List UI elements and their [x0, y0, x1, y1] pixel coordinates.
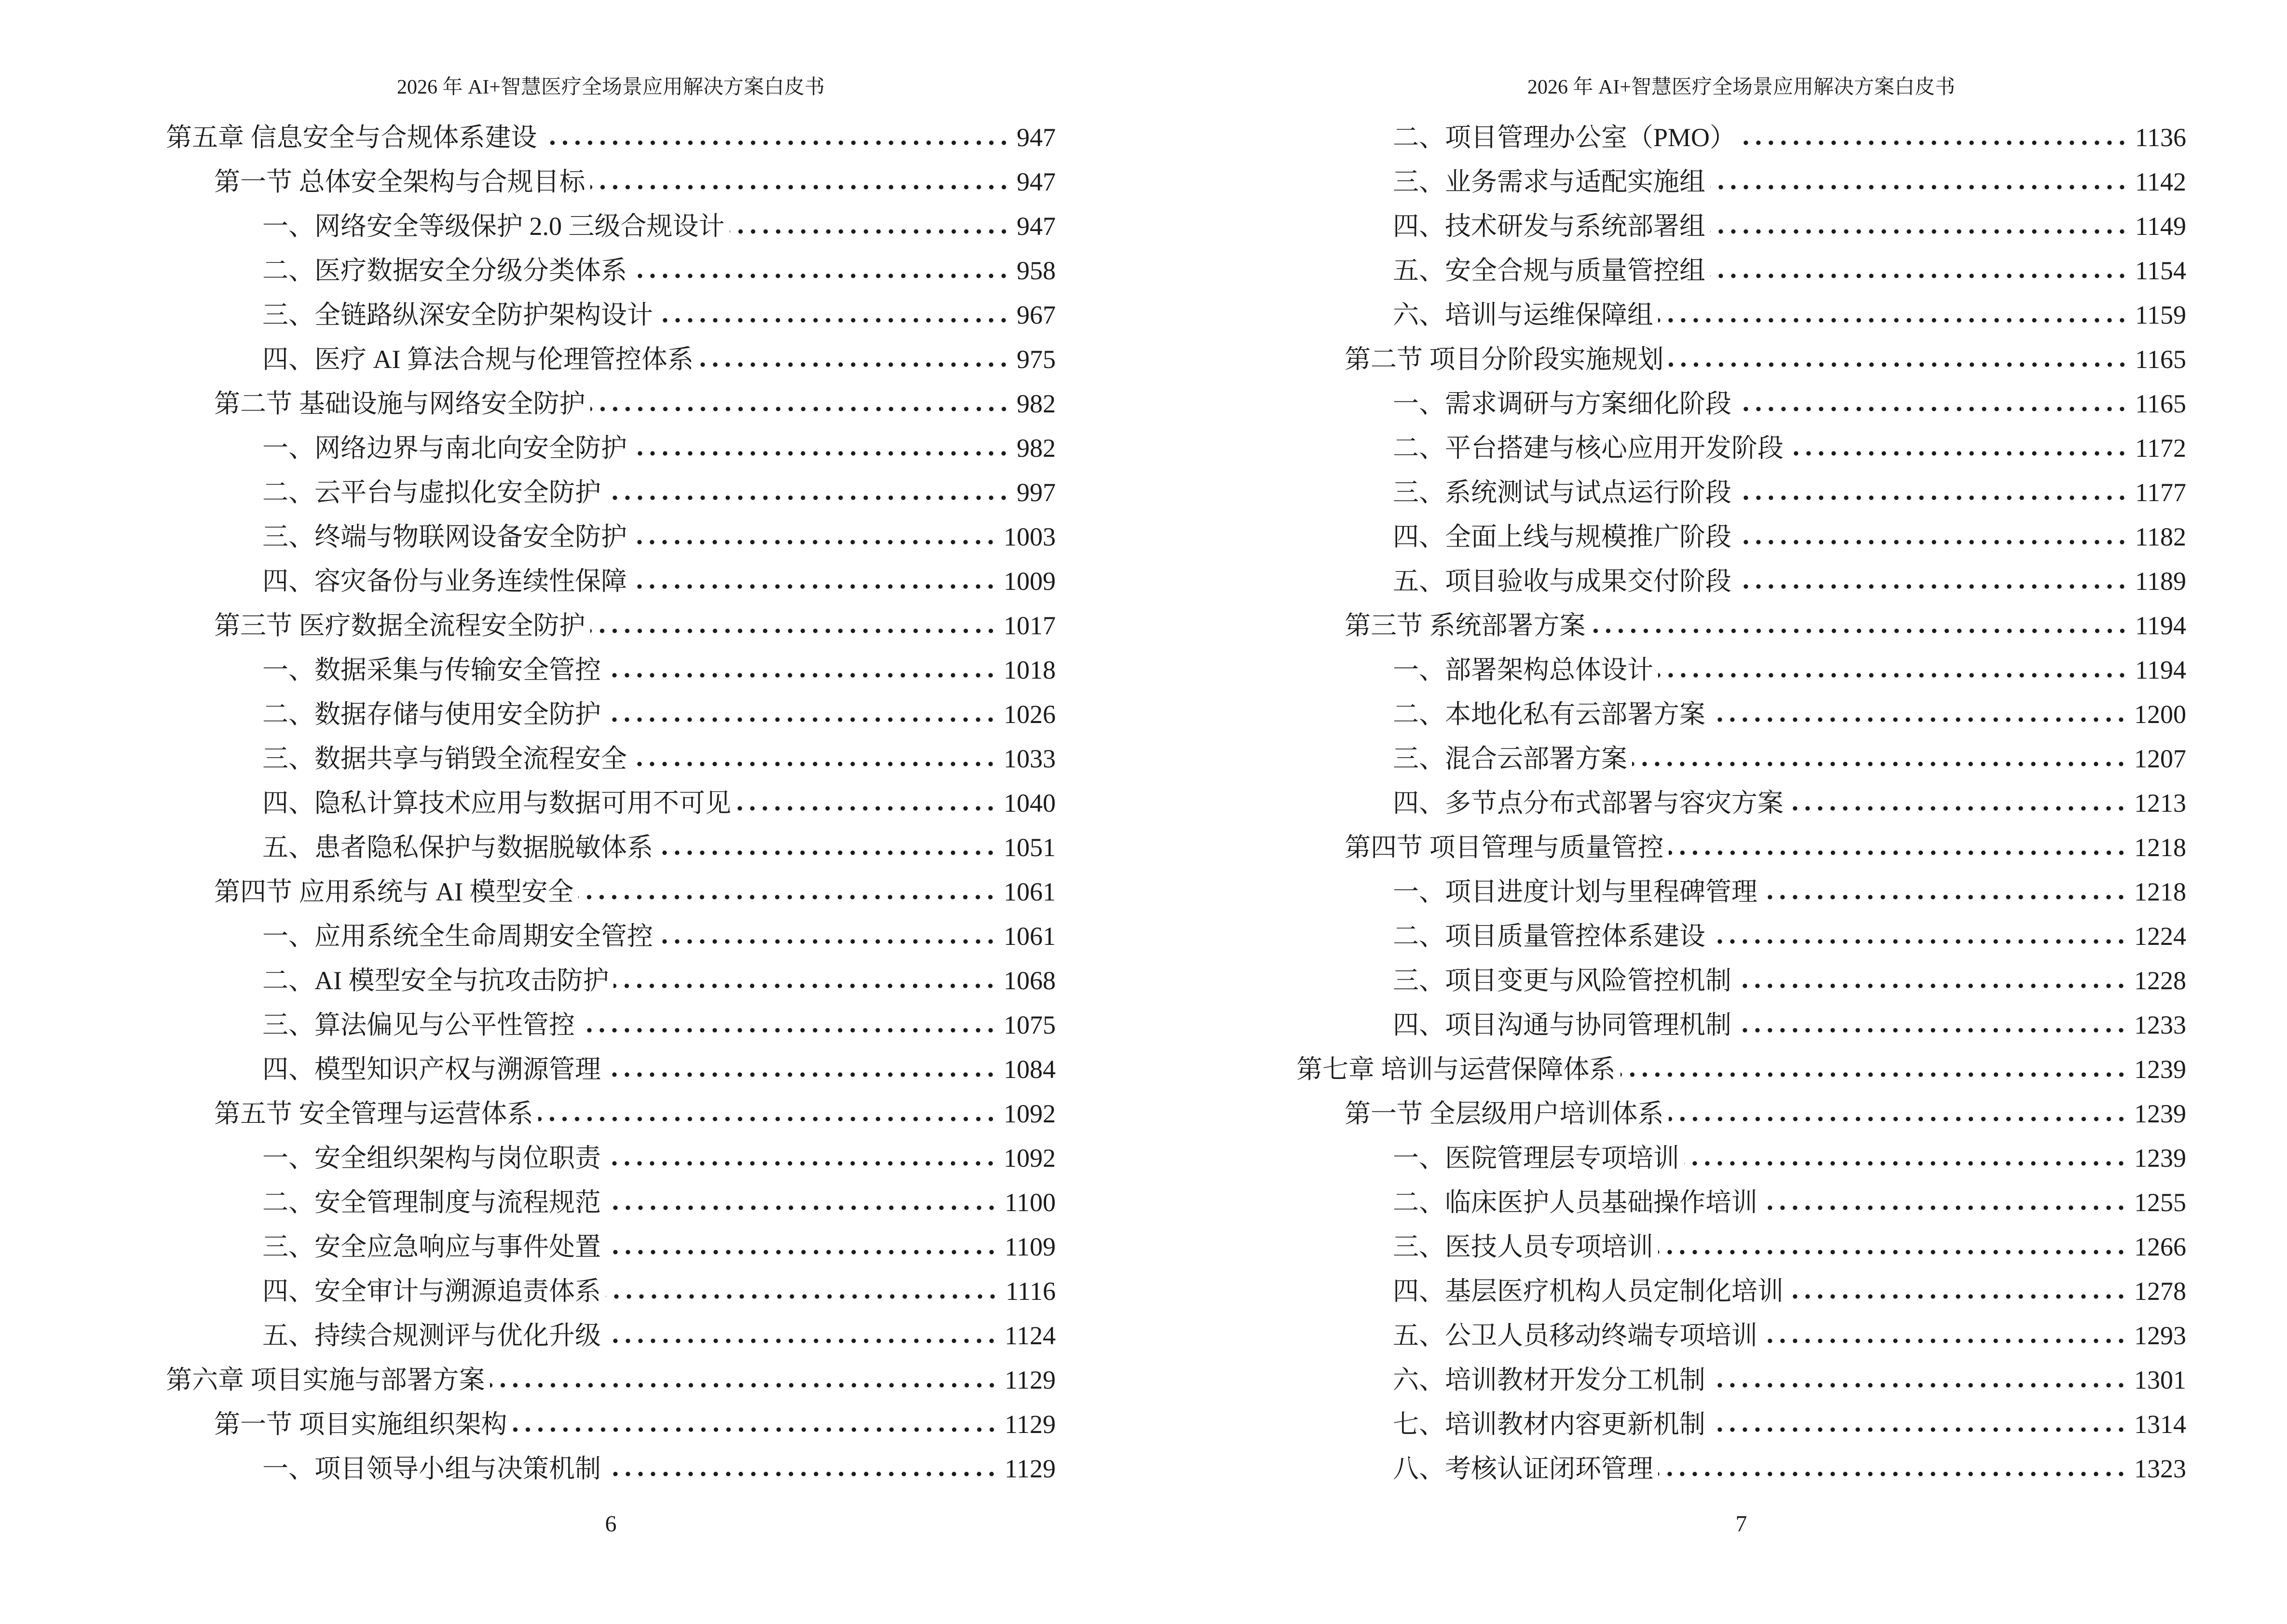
dot-leader — [1710, 1382, 2127, 1388]
toc-entry-pagenum: 1323 — [2134, 1454, 2186, 1483]
toc-entry-pagenum: 1061 — [1004, 922, 1056, 951]
toc-entry-pagenum: 1159 — [2135, 300, 2186, 329]
toc-entry — [166, 424, 1056, 469]
running-header: 2026 年 AI+智慧医疗全场景应用解决方案白皮书 — [1527, 76, 1955, 98]
dot-leader — [1741, 140, 2128, 146]
dot-leader — [1736, 495, 2128, 501]
toc-entry-pagenum: 1293 — [2134, 1321, 2186, 1350]
dot-leader — [606, 1294, 999, 1299]
toc-entry-title: 第三节 医疗数据全流程安全防护 — [214, 611, 585, 640]
toc-entry-title: 五、持续合规测评与优化升级 — [262, 1321, 601, 1350]
toc-entry — [166, 1046, 1056, 1090]
toc-entry-title: 四、全面上线与规模推广阶段 — [1393, 522, 1731, 551]
toc-entry-title: 一、需求调研与方案细化阶段 — [1393, 389, 1731, 418]
toc-entry — [1296, 291, 2186, 336]
dot-leader — [1710, 229, 2128, 234]
toc-entry-title: 二、临床医护人员基础操作培训 — [1393, 1188, 1757, 1217]
toc-entry-pagenum: 1239 — [2134, 1055, 2186, 1084]
toc-entry-title: 一、安全组织架构与岗位职责 — [262, 1144, 601, 1173]
toc-entry-title: 第五章 信息安全与合规体系建设 — [166, 123, 537, 152]
toc-entry-title: 一、应用系统全生命周期安全管控 — [262, 922, 653, 951]
toc-entry-title: 三、混合云部署方案 — [1393, 744, 1627, 773]
toc-entry-pagenum: 958 — [1017, 256, 1056, 285]
toc-entry-title: 八、考核认证闭环管理 — [1393, 1454, 1653, 1483]
dot-leader — [632, 761, 997, 767]
toc-entry — [166, 158, 1056, 203]
dot-leader — [1710, 184, 2128, 190]
toc-entry-title: 四、基层医疗机构人员定制化培训 — [1393, 1277, 1783, 1306]
toc-entry — [166, 291, 1056, 336]
dot-leader — [1788, 450, 2128, 456]
toc-entry-title: 五、患者隐私保护与数据脱敏体系 — [262, 833, 653, 862]
toc-entry — [166, 602, 1056, 646]
toc-entry — [1296, 1356, 2186, 1401]
toc-entry — [1296, 1090, 2186, 1134]
toc-entry-title: 三、医技人员专项培训 — [1393, 1232, 1653, 1261]
toc-entry-pagenum: 1129 — [1005, 1454, 1056, 1483]
dot-leader — [542, 140, 1010, 146]
dot-leader — [1710, 273, 2128, 279]
toc-entry-title: 一、数据采集与传输安全管控 — [262, 655, 601, 684]
toc-entry-pagenum: 975 — [1017, 345, 1056, 374]
toc-entry — [166, 203, 1056, 247]
toc-entry — [1296, 824, 2186, 868]
toc-entry-pagenum: 997 — [1017, 478, 1056, 507]
toc-entry-title: 二、数据存储与使用安全防护 — [262, 700, 601, 729]
toc-entry-pagenum: 1172 — [2135, 434, 2186, 463]
toc-entry-title: 二、云平台与虚拟化安全防护 — [262, 478, 601, 507]
toc-entry-pagenum: 1018 — [1004, 655, 1056, 684]
toc-entry-pagenum: 1009 — [1004, 567, 1056, 596]
dot-leader — [1669, 1116, 2128, 1122]
dot-leader — [1762, 1338, 2127, 1344]
toc-entry — [1296, 957, 2186, 1001]
toc-entry-title: 七、培训教材内容更新机制 — [1393, 1410, 1705, 1439]
toc-entry-pagenum: 1061 — [1004, 877, 1056, 906]
dot-leader — [658, 939, 997, 944]
toc-entry-title: 三、系统测试与试点运行阶段 — [1393, 478, 1731, 507]
toc-entry-title: 三、业务需求与适配实施组 — [1393, 167, 1705, 196]
toc-entry-title: 三、项目变更与风险管控机制 — [1393, 966, 1731, 995]
toc-entry-pagenum: 1255 — [2134, 1188, 2186, 1217]
toc-entry-pagenum: 1207 — [2134, 744, 2186, 773]
toc-entry-pagenum: 947 — [1017, 212, 1056, 241]
toc-entry-title: 三、安全应急响应与事件处置 — [262, 1232, 601, 1261]
toc-entry — [166, 779, 1056, 824]
toc-entry-pagenum: 1239 — [2134, 1144, 2186, 1173]
toc-entry — [166, 646, 1056, 691]
toc-entry-title: 第四节 项目管理与质量管控 — [1345, 833, 1664, 862]
toc-entry — [1296, 602, 2186, 646]
dot-leader — [632, 450, 1010, 456]
dot-leader — [658, 317, 1010, 323]
dot-leader — [632, 273, 1010, 279]
toc-entry-pagenum: 1040 — [1004, 789, 1056, 818]
toc-entry — [166, 558, 1056, 602]
toc-entry-title: 第一节 项目实施组织架构 — [214, 1410, 507, 1439]
toc-entry-pagenum: 947 — [1017, 167, 1056, 196]
dot-leader — [1658, 317, 2128, 323]
dot-leader — [1591, 628, 2129, 634]
toc-entry — [1296, 513, 2186, 558]
toc-entry-pagenum: 1149 — [2135, 212, 2186, 241]
toc-entry-title: 四、容灾备份与业务连续性保障 — [262, 567, 627, 596]
dot-leader — [1788, 805, 2127, 811]
dot-leader — [1736, 983, 2127, 989]
toc-entry-title: 四、技术研发与系统部署组 — [1393, 212, 1705, 241]
toc-entry — [1296, 114, 2186, 158]
toc-entry — [166, 247, 1056, 291]
toc-entry — [1296, 158, 2186, 203]
toc-entry — [1296, 1312, 2186, 1356]
dot-leader — [1658, 1471, 2127, 1477]
toc-entry-title: 第六章 项目实施与部署方案 — [166, 1365, 485, 1394]
toc-entry-pagenum: 1177 — [2135, 478, 2186, 507]
toc-entry — [1296, 1223, 2186, 1268]
dot-leader — [1710, 1427, 2127, 1433]
toc-entry-pagenum: 967 — [1017, 300, 1056, 329]
dot-leader — [1710, 717, 2127, 723]
toc-entry — [166, 1312, 1056, 1356]
toc-entry-pagenum: 1075 — [1004, 1010, 1056, 1039]
dot-leader — [1710, 939, 2127, 944]
dot-leader — [1762, 1205, 2127, 1211]
dot-leader — [606, 1072, 997, 1078]
toc-entry-pagenum: 1109 — [1005, 1232, 1056, 1261]
dot-leader — [613, 983, 997, 989]
toc-entry — [1296, 203, 2186, 247]
dot-leader — [1762, 894, 2127, 900]
toc-entry — [1296, 1445, 2186, 1489]
toc-entry-pagenum: 1314 — [2134, 1410, 2186, 1439]
dot-leader — [538, 1116, 997, 1122]
toc-entry-pagenum: 1033 — [1004, 744, 1056, 773]
toc-entry — [1296, 1179, 2186, 1223]
dot-leader — [490, 1382, 998, 1388]
toc-entry-pagenum: 1218 — [2134, 833, 2186, 862]
toc-entry-pagenum: 1200 — [2134, 700, 2186, 729]
toc-entry-title: 第四节 应用系统与 AI 模型安全 — [214, 877, 574, 906]
toc-entry — [1296, 247, 2186, 291]
toc-entry-title: 第一节 全层级用户培训体系 — [1345, 1099, 1664, 1128]
toc-entry — [1296, 1046, 2186, 1090]
toc-entry-pagenum: 1266 — [2134, 1232, 2186, 1261]
toc-entry-pagenum: 1278 — [2134, 1277, 2186, 1306]
toc-entry — [166, 691, 1056, 735]
toc-entry-pagenum: 1017 — [1004, 611, 1056, 640]
toc-entry — [1296, 735, 2186, 779]
toc-entry-pagenum: 1154 — [2135, 256, 2186, 285]
toc-entry-pagenum: 1194 — [2135, 611, 2186, 640]
dot-leader — [606, 1249, 998, 1255]
toc-entry — [166, 1134, 1056, 1179]
toc-entry — [1296, 779, 2186, 824]
toc-entry — [166, 957, 1056, 1001]
toc-entry-title: 四、安全审计与溯源追责体系 — [262, 1277, 601, 1306]
toc-entry-title: 三、全链路纵深安全防护架构设计 — [262, 300, 653, 329]
toc-entry — [166, 868, 1056, 913]
toc-entry-title: 二、项目管理办公室（PMO） — [1393, 123, 1736, 152]
toc-entry-pagenum: 1213 — [2134, 789, 2186, 818]
toc-entry — [1296, 1001, 2186, 1046]
toc-entry — [1296, 868, 2186, 913]
page-number: 6 — [605, 1511, 617, 1537]
toc-entry-title: 二、本地化私有云部署方案 — [1393, 700, 1705, 729]
toc-entry-pagenum: 1003 — [1004, 522, 1056, 551]
dot-leader — [580, 1027, 997, 1033]
toc-entry-pagenum: 1189 — [2135, 567, 2186, 596]
dot-leader — [1736, 539, 2128, 545]
toc-entry-title: 第五节 安全管理与运营体系 — [214, 1099, 533, 1128]
dot-leader — [606, 717, 997, 723]
toc-entry-pagenum: 1301 — [2134, 1365, 2186, 1394]
toc-entry-title: 三、终端与物联网设备安全防护 — [262, 522, 627, 551]
toc-entry-pagenum: 1100 — [1005, 1188, 1056, 1217]
toc-entry-title: 二、安全管理制度与流程规范 — [262, 1188, 601, 1217]
toc-entry-pagenum: 1165 — [2135, 345, 2186, 374]
dot-leader — [1736, 1027, 2127, 1033]
toc-entry — [166, 1445, 1056, 1489]
toc-entry — [1296, 424, 2186, 469]
toc-entry-title: 一、项目进度计划与里程碑管理 — [1393, 877, 1757, 906]
toc-entry — [1296, 691, 2186, 735]
dot-leader — [632, 584, 997, 589]
toc-entry-pagenum: 1233 — [2134, 1010, 2186, 1039]
dot-leader — [1620, 1072, 2128, 1078]
toc-entry-title: 四、医疗 AI 算法合规与伦理管控体系 — [262, 345, 694, 374]
toc-entry — [166, 380, 1056, 424]
toc-entry-pagenum: 1124 — [1005, 1321, 1056, 1350]
toc-entry-pagenum: 982 — [1017, 389, 1056, 418]
toc-entry-title: 三、数据共享与销毁全流程安全 — [262, 744, 627, 773]
toc-entry — [1296, 646, 2186, 691]
toc-entry-pagenum: 1129 — [1005, 1365, 1056, 1394]
toc-entry-pagenum: 1084 — [1004, 1055, 1056, 1084]
toc-entry — [166, 913, 1056, 957]
toc-entry-title: 第一节 总体安全架构与合规目标 — [214, 167, 585, 196]
toc-entry — [166, 824, 1056, 868]
toc-entry-title: 四、模型知识产权与溯源管理 — [262, 1055, 601, 1084]
dot-leader — [512, 1427, 998, 1433]
toc-entry-title: 一、项目领导小组与决策机制 — [262, 1454, 601, 1483]
toc-entry — [166, 1090, 1056, 1134]
toc-entry-title: 五、公卫人员移动终端专项培训 — [1393, 1321, 1757, 1350]
dot-leader — [1684, 1160, 2127, 1166]
toc-entry — [1296, 913, 2186, 957]
dot-leader — [606, 1338, 998, 1344]
toc-list — [1296, 114, 2186, 1489]
running-header: 2026 年 AI+智慧医疗全场景应用解决方案白皮书 — [396, 76, 825, 98]
toc-entry-pagenum: 1142 — [2135, 167, 2186, 196]
toc-entry-title: 二、项目质量管控体系建设 — [1393, 922, 1705, 951]
toc-entry — [166, 1001, 1056, 1046]
toc-entry-title: 第七章 培训与运营保障体系 — [1296, 1055, 1616, 1084]
toc-entry-title: 第三节 系统部署方案 — [1345, 611, 1586, 640]
dot-leader — [1669, 362, 2129, 368]
toc-entry — [1296, 558, 2186, 602]
toc-entry-pagenum: 1194 — [2135, 655, 2186, 684]
dot-leader — [658, 850, 997, 856]
toc-entry-title: 五、项目验收与成果交付阶段 — [1393, 567, 1731, 596]
dot-leader — [730, 229, 1010, 234]
toc-entry-pagenum: 1182 — [2135, 522, 2186, 551]
toc-entry-pagenum: 947 — [1017, 123, 1056, 152]
toc-entry — [166, 735, 1056, 779]
toc-entry — [166, 1223, 1056, 1268]
toc-entry-pagenum: 1165 — [2135, 389, 2186, 418]
dot-leader — [1632, 761, 2127, 767]
toc-entry-pagenum: 1092 — [1004, 1144, 1056, 1173]
toc-entry-title: 第二节 项目分阶段实施规划 — [1345, 345, 1664, 374]
page-number: 7 — [1735, 1511, 1747, 1537]
toc-entry — [1296, 1134, 2186, 1179]
toc-entry-pagenum: 982 — [1017, 434, 1056, 463]
dot-leader — [606, 672, 997, 678]
toc-entry-title: 四、多节点分布式部署与容灾方案 — [1393, 789, 1783, 818]
dot-leader — [606, 1471, 998, 1477]
toc-entry-pagenum: 1051 — [1004, 833, 1056, 862]
toc-entry-pagenum: 1239 — [2134, 1099, 2186, 1128]
toc-entry-pagenum: 1116 — [1006, 1277, 1056, 1306]
toc-entry — [166, 513, 1056, 558]
toc-entry-title: 一、网络安全等级保护 2.0 三级合规设计 — [262, 212, 725, 241]
dot-leader — [590, 406, 1010, 412]
toc-entry-pagenum: 1026 — [1004, 700, 1056, 729]
toc-entry — [166, 469, 1056, 513]
toc-entry — [166, 1179, 1056, 1223]
toc-entry — [166, 1268, 1056, 1312]
toc-entry — [1296, 1268, 2186, 1312]
dot-leader — [1658, 1249, 2127, 1255]
dot-leader — [1736, 406, 2128, 412]
toc-entry — [1296, 380, 2186, 424]
dot-leader — [606, 1160, 997, 1166]
toc-entry-title: 五、安全合规与质量管控组 — [1393, 256, 1705, 285]
toc-entry — [1296, 336, 2186, 380]
toc-entry-pagenum: 1224 — [2134, 922, 2186, 951]
toc-entry-title: 二、平台搭建与核心应用开发阶段 — [1393, 434, 1783, 463]
toc-entry-title: 三、算法偏见与公平性管控 — [262, 1010, 575, 1039]
dot-leader — [606, 1205, 998, 1211]
toc-entry-title: 一、部署架构总体设计 — [1393, 655, 1653, 684]
toc-entry-title: 一、网络边界与南北向安全防护 — [262, 434, 627, 463]
toc-entry-title: 二、医疗数据安全分级分类体系 — [262, 256, 627, 285]
toc-entry-title: 一、医院管理层专项培训 — [1393, 1144, 1679, 1173]
toc-entry-pagenum: 1136 — [2135, 123, 2186, 152]
dot-leader — [736, 805, 997, 811]
toc-entry-title: 四、项目沟通与协同管理机制 — [1393, 1010, 1731, 1039]
toc-entry-title: 六、培训教材开发分工机制 — [1393, 1365, 1705, 1394]
toc-entry-pagenum: 1228 — [2134, 966, 2186, 995]
toc-entry-title: 二、AI 模型安全与抗攻击防护 — [262, 966, 609, 995]
toc-entry-pagenum: 1068 — [1004, 966, 1056, 995]
toc-entry — [166, 336, 1056, 380]
dot-leader — [606, 495, 1010, 501]
toc-entry — [1296, 469, 2186, 513]
dot-leader — [578, 894, 997, 900]
toc-page-right — [1296, 0, 2186, 1624]
toc-entry-pagenum: 1092 — [1004, 1099, 1056, 1128]
toc-entry — [166, 1356, 1056, 1401]
toc-entry-title: 六、培训与运维保障组 — [1393, 300, 1653, 329]
toc-entry — [1296, 1401, 2186, 1445]
toc-entry-title: 第二节 基础设施与网络安全防护 — [214, 389, 585, 418]
dot-leader — [1736, 584, 2128, 589]
toc-entry-pagenum: 1218 — [2134, 877, 2186, 906]
dot-leader — [590, 184, 1010, 190]
dot-leader — [1669, 850, 2128, 856]
dot-leader — [1788, 1294, 2127, 1299]
toc-entry-title: 四、隐私计算技术应用与数据可用不可见 — [262, 789, 731, 818]
dot-leader — [632, 539, 997, 545]
dot-leader — [1658, 672, 2128, 678]
dot-leader — [698, 362, 1010, 368]
toc-entry — [166, 114, 1056, 158]
toc-page-left — [166, 0, 1056, 1624]
toc-list — [166, 114, 1056, 1489]
toc-entry — [166, 1401, 1056, 1445]
dot-leader — [590, 628, 997, 634]
toc-entry-pagenum: 1129 — [1005, 1410, 1056, 1439]
